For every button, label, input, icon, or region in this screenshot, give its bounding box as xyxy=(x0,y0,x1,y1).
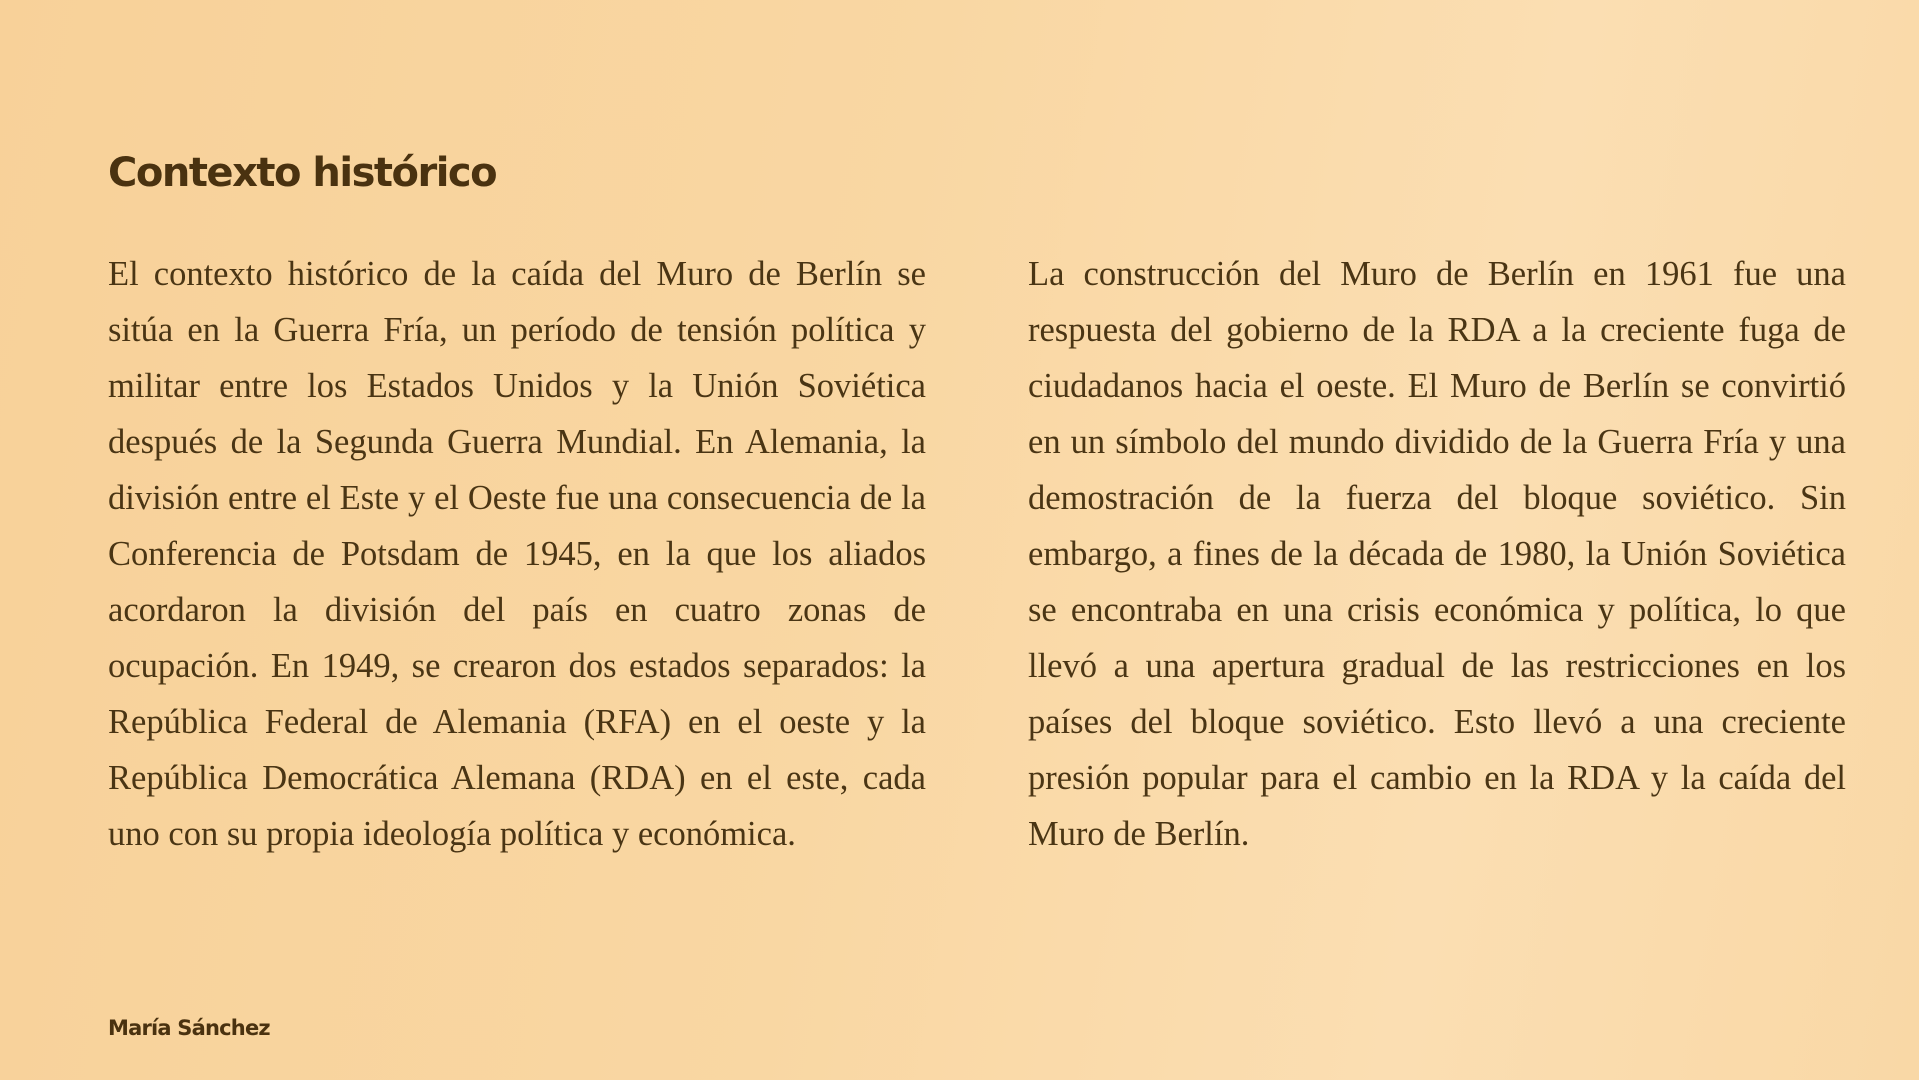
body-column-right: La construcción del Muro de Berlín en 1961 fue una respuesta del gobierno de la RDA a la creciente fuga de ciudadanos hacia el oeste. El Muro de Berlín se convirtió en un símbolo del mundo dividido de la Guerra Fría y una demostración de la fuerza del bloque soviético. Sin embargo, a fines de la década de 1980, la Unión Soviética se encontraba en una crisis económica y política, lo que llevó a una apertura gradual de las restricciones en los países del bloque soviético. Esto llevó a una creciente presión popular para el cambio en la RDA y la caída del Muro de Berlín. xyxy=(1028,255,1846,853)
author-name: María Sánchez xyxy=(108,1016,270,1040)
body-column-left: El contexto histórico de la caída del Muro de Berlín se sitúa en la Guerra Fría, un período de tensión política y militar entre los Estados Unidos y la Unión Soviética después de la Segunda Guerra Mundial. En Alemania, la división entre el Este y el Oeste fue una consecuencia de la Conferencia de Potsdam de 1945, en la que los aliados acordaron la división del país en cuatro zonas de ocupación. En 1949, se crearon dos estados separados: la República Federal de Alemania (RFA) en el oeste y la República Democrática Alemana (RDA) en el este, cada uno con su propia ideología política y económica. xyxy=(108,255,926,853)
slide-title: Contexto histórico xyxy=(108,150,497,196)
